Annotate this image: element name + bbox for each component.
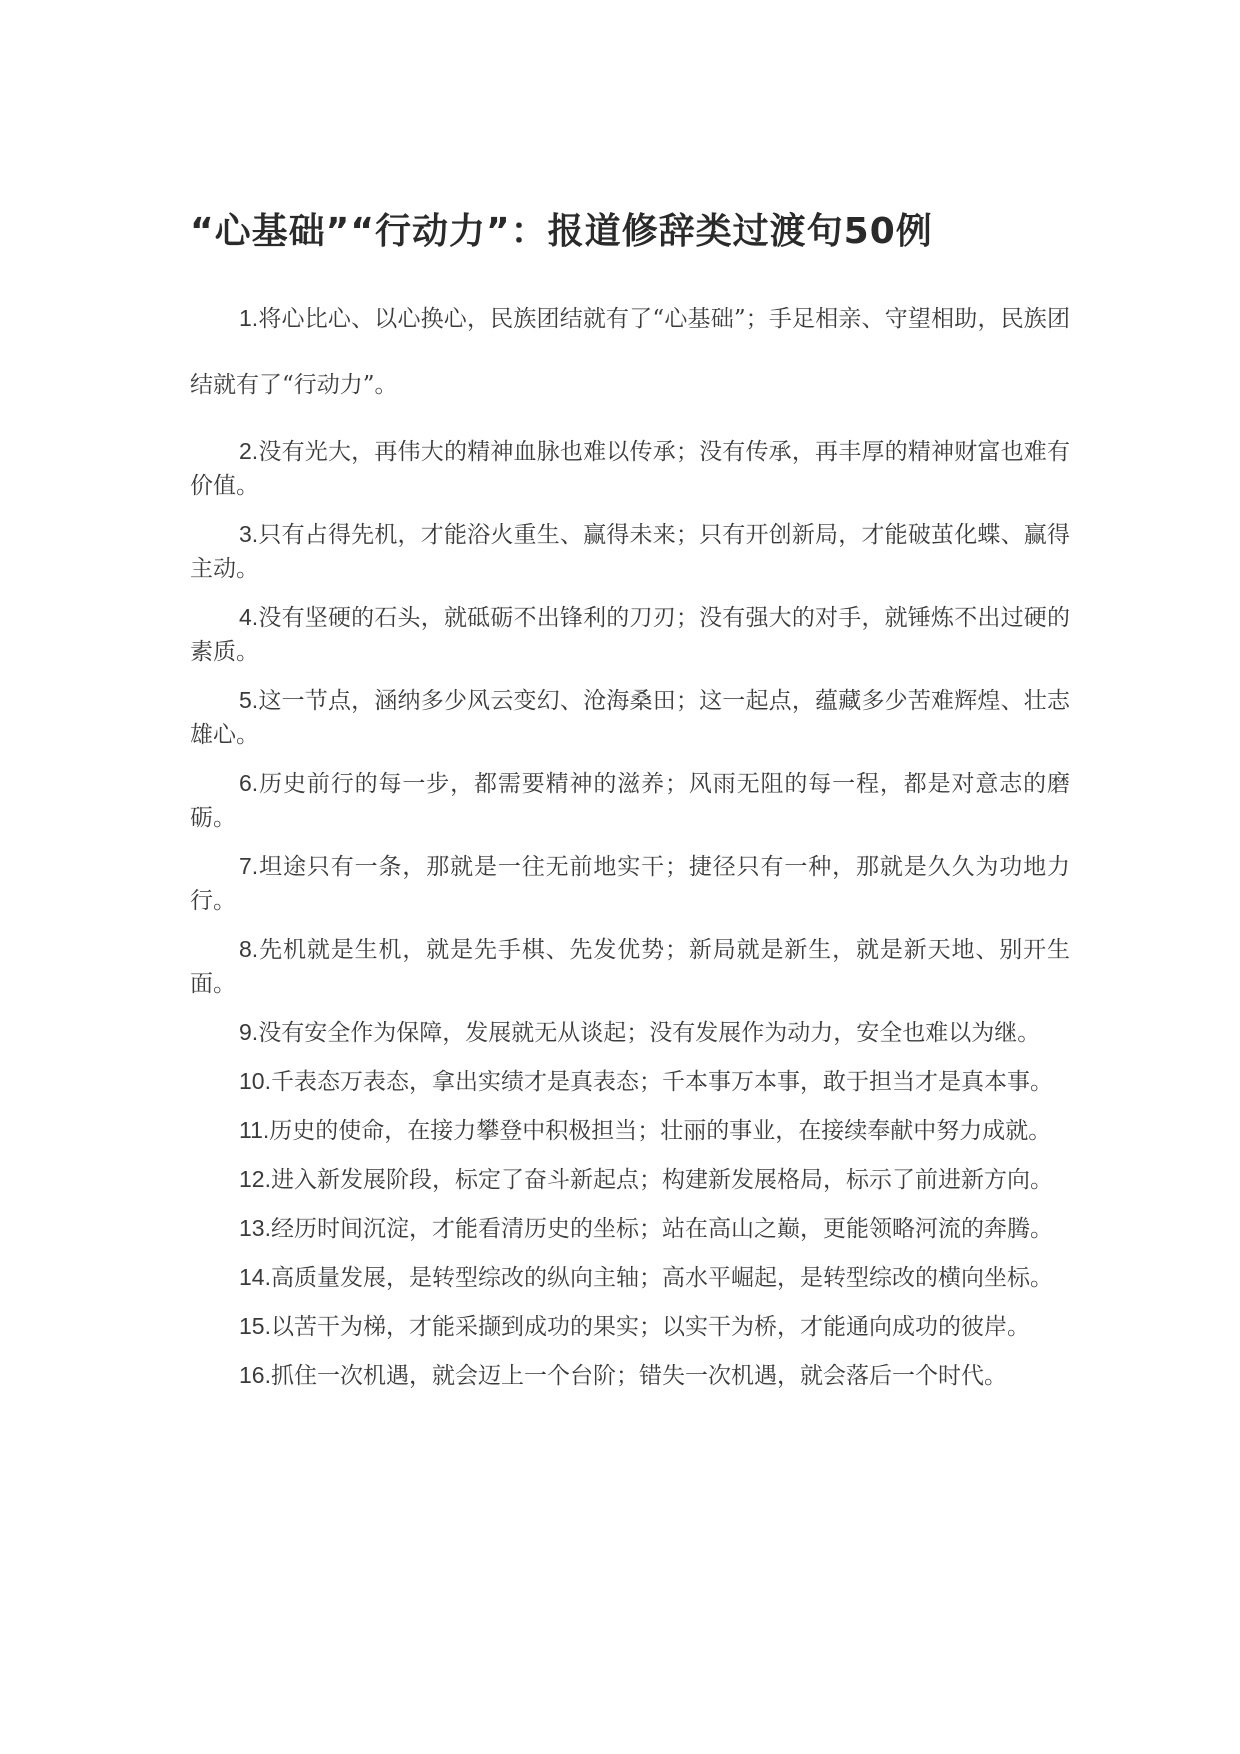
item-text: 没有安全作为保障，发展就无从谈起；没有发展作为动力，安全也难以为继。 xyxy=(258,1020,1041,1046)
list-item xyxy=(190,1113,1070,1148)
list-item xyxy=(190,600,1070,669)
item-text: 抓住一次机遇，就会迈上一个台阶；错失一次机遇，就会落后一个时代。 xyxy=(270,1363,1007,1389)
item-number: 4. xyxy=(239,604,259,630)
item-text: 历史前行的每一步，都需要精神的滋养；风雨无阻的每一程，都是对意志的磨砺。 xyxy=(190,771,1070,831)
document-body xyxy=(190,285,1070,1407)
item-text: 历史的使命，在接力攀登中积极担当；壮丽的事业，在接续奉献中努力成就。 xyxy=(269,1118,1052,1144)
item-number: 11. xyxy=(239,1117,270,1143)
item-text: 高质量发展，是转型综改的纵向主轴；高水平崛起，是转型综改的横向坐标。 xyxy=(270,1265,1053,1291)
item-number: 14. xyxy=(239,1264,271,1290)
item-text: 经历时间沉淀，才能看清历史的坐标；站在高山之巅，更能领略河流的奔腾。 xyxy=(270,1216,1053,1242)
list-item xyxy=(190,1358,1070,1393)
item-text: 只有占得先机，才能浴火重生、赢得未来；只有开创新局，才能破茧化蝶、赢得主动。 xyxy=(190,522,1070,582)
list-item xyxy=(190,1309,1070,1344)
item-text: 没有光大，再伟大的精神血脉也难以传承；没有传承，再丰厚的精神财富也难有价值。 xyxy=(190,439,1070,499)
list-item xyxy=(190,932,1070,1001)
list-item xyxy=(190,1162,1070,1197)
list-item xyxy=(190,517,1070,586)
item-number: 12. xyxy=(239,1166,271,1192)
item-text: 没有坚硬的石头，就砥砺不出锋利的刀刃；没有强大的对手，就锤炼不出过硬的素质。 xyxy=(190,605,1070,665)
item-text: 以苦干为梯，才能采撷到成功的果实；以实干为桥，才能通向成功的彼岸。 xyxy=(270,1314,1030,1340)
item-number: 8. xyxy=(239,936,259,962)
document-title: “心基础”“行动力”：报道修辞类过渡句50例 xyxy=(190,211,933,252)
list-item xyxy=(190,285,1070,418)
list-item xyxy=(190,434,1070,503)
list-item xyxy=(190,1260,1070,1295)
item-text: 将心比心、以心换心，民族团结就有了“心基础”；手足相亲、守望相助，民族团结就有了“行动力”。 xyxy=(190,306,1070,398)
item-number: 5. xyxy=(239,687,259,713)
item-number: 3. xyxy=(239,521,259,547)
list-item xyxy=(190,1015,1070,1050)
item-number: 15. xyxy=(239,1313,271,1339)
list-item xyxy=(190,1211,1070,1246)
item-text: 千表态万表态，拿出实绩才是真表态；千本事万本事，敢于担当才是真本事。 xyxy=(270,1069,1053,1095)
list-item xyxy=(190,1064,1070,1099)
list-item xyxy=(190,766,1070,835)
item-text: 这一节点，涵纳多少风云变幻、沧海桑田；这一起点，蕴藏多少苦难辉煌、壮志雄心。 xyxy=(190,688,1070,748)
item-number: 9. xyxy=(239,1019,259,1045)
item-number: 13. xyxy=(239,1215,271,1241)
item-number: 16. xyxy=(239,1362,271,1388)
item-text: 进入新发展阶段，标定了奋斗新起点；构建新发展格局，标示了前进新方向。 xyxy=(270,1167,1053,1193)
list-item xyxy=(190,849,1070,918)
item-number: 10. xyxy=(239,1068,271,1094)
item-number: 1. xyxy=(239,305,259,331)
item-text: 先机就是生机，就是先手棋、先发优势；新局就是新生，就是新天地、别开生面。 xyxy=(190,937,1070,997)
item-number: 7. xyxy=(239,853,259,879)
item-text: 坦途只有一条，那就是一往无前地实干；捷径只有一种，那就是久久为功地力行。 xyxy=(190,854,1070,914)
list-item xyxy=(190,683,1070,752)
item-number: 2. xyxy=(239,438,259,464)
item-number: 6. xyxy=(239,770,259,796)
